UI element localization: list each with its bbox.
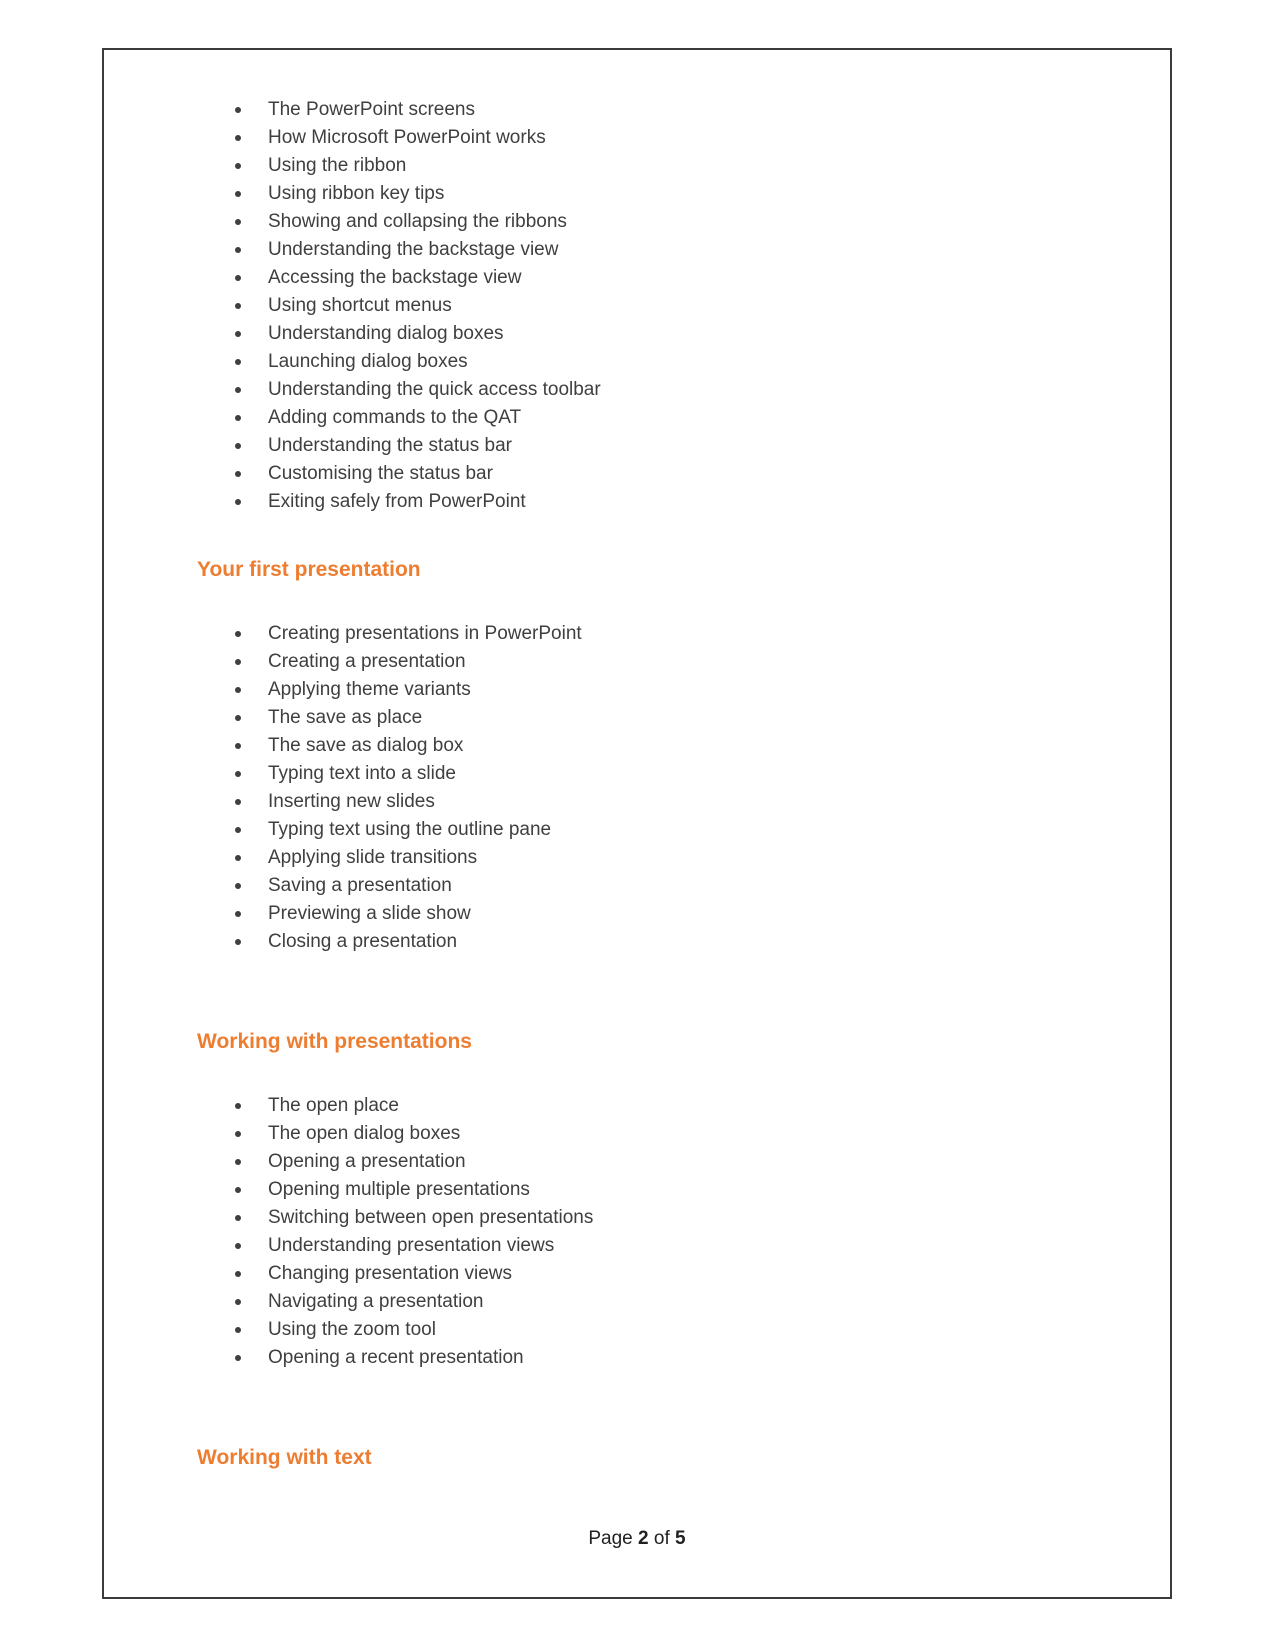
- bullet-icon: [235, 911, 241, 917]
- section-heading: Working with text: [197, 1446, 372, 1469]
- bullet-icon: [235, 359, 241, 365]
- list-item: [268, 1344, 1114, 1372]
- list-item: [268, 180, 1114, 208]
- list-item-text: Switching between open presentations: [268, 1207, 594, 1228]
- bullet-icon: [235, 303, 241, 309]
- section: [197, 1028, 1114, 1372]
- bullet-icon: [235, 443, 241, 449]
- list-item: [268, 376, 1114, 404]
- list-item: [268, 620, 1114, 648]
- list-item-text: Adding commands to the QAT: [268, 407, 522, 428]
- bullet-icon: [235, 247, 241, 253]
- list-item-text: Applying slide transitions: [268, 847, 478, 868]
- list-item: [268, 928, 1114, 956]
- bullet-icon: [235, 855, 241, 861]
- list-item-text: Using shortcut menus: [268, 295, 452, 316]
- list-item: [268, 1260, 1114, 1288]
- footer-of-label: of: [653, 1528, 670, 1549]
- bullet-icon: [235, 1187, 241, 1193]
- document-page: [102, 48, 1172, 1599]
- bullet-icon: [235, 687, 241, 693]
- list-item-text: Typing text using the outline pane: [268, 819, 552, 840]
- list-item-text: The open place: [268, 1095, 399, 1116]
- list-item-text: Understanding presentation views: [268, 1235, 555, 1256]
- section: [197, 96, 1114, 516]
- list-item-text: Opening a recent presentation: [268, 1347, 524, 1368]
- bullet-icon: [235, 1103, 241, 1109]
- list-item-text: Understanding the backstage view: [268, 239, 559, 260]
- bullet-list: [197, 96, 1114, 516]
- bullet-icon: [235, 939, 241, 945]
- list-item: [268, 1120, 1114, 1148]
- bullet-icon: [235, 1299, 241, 1305]
- list-item-text: Accessing the backstage view: [268, 267, 522, 288]
- list-item-text: Creating a presentation: [268, 651, 466, 672]
- list-item-text: Saving a presentation: [268, 875, 452, 896]
- list-item-text: Opening multiple presentations: [268, 1179, 530, 1200]
- bullet-icon: [235, 331, 241, 337]
- list-item: [268, 348, 1114, 376]
- list-item: [268, 844, 1114, 872]
- list-item: [268, 732, 1114, 760]
- bullet-icon: [235, 743, 241, 749]
- list-item: [268, 488, 1114, 516]
- list-item-text: Exiting safely from PowerPoint: [268, 491, 526, 512]
- list-item-text: Changing presentation views: [268, 1263, 512, 1284]
- list-item: [268, 1204, 1114, 1232]
- bullet-icon: [235, 471, 241, 477]
- section: [197, 556, 1114, 956]
- list-item: [268, 96, 1114, 124]
- section-heading: Your first presentation: [197, 558, 421, 581]
- list-item-text: Opening a presentation: [268, 1151, 466, 1172]
- list-item: [268, 404, 1114, 432]
- bullet-icon: [235, 883, 241, 889]
- bullet-icon: [235, 107, 241, 113]
- list-item-text: Previewing a slide show: [268, 903, 471, 924]
- list-item-text: Applying theme variants: [268, 679, 471, 700]
- list-item: [268, 1232, 1114, 1260]
- list-item: [268, 236, 1114, 264]
- list-item-text: Navigating a presentation: [268, 1291, 484, 1312]
- bullet-icon: [235, 191, 241, 197]
- list-item-text: Closing a presentation: [268, 931, 458, 952]
- bullet-icon: [235, 631, 241, 637]
- bullet-icon: [235, 275, 241, 281]
- footer-total-pages: 5: [675, 1528, 686, 1549]
- bullet-icon: [235, 715, 241, 721]
- bullet-list: [197, 620, 1114, 956]
- bullet-icon: [235, 1243, 241, 1249]
- list-item-text: Creating presentations in PowerPoint: [268, 623, 582, 644]
- page-footer: [104, 1528, 1170, 1550]
- list-item-text: Showing and collapsing the ribbons: [268, 211, 567, 232]
- list-item: [268, 320, 1114, 348]
- list-item: [268, 1092, 1114, 1120]
- bullet-icon: [235, 659, 241, 665]
- footer-page-label: Page: [588, 1528, 633, 1549]
- list-item: [268, 1176, 1114, 1204]
- footer-page-number: 2: [638, 1528, 649, 1549]
- bullet-icon: [235, 499, 241, 505]
- list-item-text: The open dialog boxes: [268, 1123, 461, 1144]
- bullet-icon: [235, 387, 241, 393]
- list-item: [268, 124, 1114, 152]
- bullet-icon: [235, 1271, 241, 1277]
- list-item-text: Customising the status bar: [268, 463, 493, 484]
- bullet-icon: [235, 415, 241, 421]
- list-item-text: Understanding the quick access toolbar: [268, 379, 601, 400]
- list-item-text: Typing text into a slide: [268, 763, 456, 784]
- section-heading: Working with presentations: [197, 1030, 472, 1053]
- bullet-list: [197, 1092, 1114, 1372]
- list-item: [268, 292, 1114, 320]
- list-item: [268, 816, 1114, 844]
- list-item-text: Launching dialog boxes: [268, 351, 468, 372]
- list-item: [268, 152, 1114, 180]
- content-area: [104, 50, 1170, 1472]
- list-item-text: Inserting new slides: [268, 791, 435, 812]
- list-item-text: The save as place: [268, 707, 423, 728]
- bullet-icon: [235, 1327, 241, 1333]
- bullet-icon: [235, 135, 241, 141]
- list-item: [268, 676, 1114, 704]
- list-item: [268, 900, 1114, 928]
- bullet-icon: [235, 219, 241, 225]
- list-item: [268, 648, 1114, 676]
- list-item: [268, 460, 1114, 488]
- list-item: [268, 208, 1114, 236]
- bullet-icon: [235, 1159, 241, 1165]
- bullet-icon: [235, 1355, 241, 1361]
- bullet-icon: [235, 163, 241, 169]
- bullet-icon: [235, 771, 241, 777]
- list-item: [268, 1288, 1114, 1316]
- bullet-icon: [235, 1215, 241, 1221]
- list-item: [268, 788, 1114, 816]
- list-item: [268, 760, 1114, 788]
- list-item-text: Using ribbon key tips: [268, 183, 445, 204]
- list-item-text: The save as dialog box: [268, 735, 464, 756]
- list-item-text: How Microsoft PowerPoint works: [268, 127, 546, 148]
- list-item: [268, 1316, 1114, 1344]
- list-item: [268, 432, 1114, 460]
- section: [197, 1444, 1114, 1472]
- list-item-text: The PowerPoint screens: [268, 99, 475, 120]
- list-item: [268, 264, 1114, 292]
- list-item-text: Understanding the status bar: [268, 435, 512, 456]
- bullet-icon: [235, 799, 241, 805]
- list-item-text: Using the ribbon: [268, 155, 407, 176]
- list-item: [268, 704, 1114, 732]
- list-item-text: Using the zoom tool: [268, 1319, 436, 1340]
- list-item-text: Understanding dialog boxes: [268, 323, 504, 344]
- bullet-icon: [235, 827, 241, 833]
- list-item: [268, 1148, 1114, 1176]
- list-item: [268, 872, 1114, 900]
- bullet-icon: [235, 1131, 241, 1137]
